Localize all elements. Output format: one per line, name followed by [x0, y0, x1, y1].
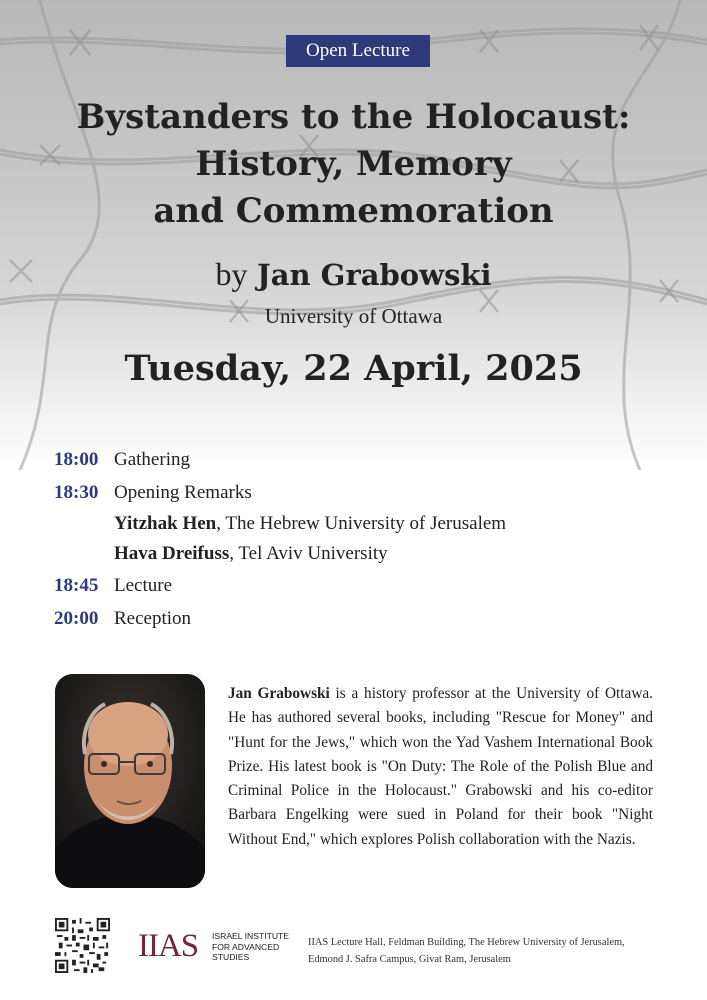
title-line-3: and Commemoration [153, 191, 554, 231]
speaker-byline [0, 254, 707, 296]
schedule-label: Gathering [114, 448, 190, 470]
institute-name [212, 931, 289, 963]
title-line-2: History, Memory [195, 144, 512, 184]
iias-logo: IIAS [138, 928, 199, 964]
remarks-speaker-name: Yitzhak Hen [114, 513, 217, 534]
institute-name-line: FOR ADVANCED [212, 941, 280, 952]
event-type-badge: Open Lecture [286, 35, 430, 67]
speaker-bio [228, 682, 653, 852]
schedule-time: 20:00 [54, 607, 99, 629]
venue-line: IIAS Lecture Hall, Feldman Building, The Hebrew University of Jerusalem, [308, 937, 625, 948]
schedule-row [54, 569, 674, 602]
institute-name-line: STUDIES [212, 952, 250, 962]
qr-code-image [55, 918, 110, 973]
title-line-1: Bystanders to the Holocaust: [76, 97, 631, 137]
remarks-speaker-name: Hava Dreifuss [114, 543, 230, 564]
schedule-time: 18:00 [54, 448, 99, 470]
barbed-wire-background [0, 0, 707, 470]
speaker-name: Jan Grabowski [256, 258, 492, 292]
bio-speaker-name: Jan Grabowski [228, 685, 330, 702]
venue-address [308, 934, 625, 968]
speaker-photo [55, 674, 205, 888]
speaker-affiliation: University of Ottawa [264, 304, 443, 328]
remarks-speaker-affiliation: , Tel Aviv University [229, 543, 388, 564]
schedule-row [54, 476, 674, 509]
qr-code[interactable] [55, 918, 110, 973]
event-date: Tuesday, 22 April, 2025 [124, 348, 583, 389]
remarks-speaker-affiliation: , The Hebrew University of Jerusalem [216, 513, 507, 534]
schedule-row [54, 443, 674, 476]
schedule-label: Opening Remarks [114, 481, 252, 503]
remarks-speaker [54, 509, 674, 539]
by-label: by [215, 256, 248, 292]
schedule-label: Lecture [114, 574, 173, 596]
speaker-portrait-image [55, 674, 205, 888]
barbed-wire-image [0, 0, 707, 470]
lecture-title [0, 94, 707, 235]
institute-name-line: ISRAEL INSTITUTE [212, 931, 290, 941]
schedule-label: Reception [114, 607, 192, 629]
bio-text: is a history professor at the University of Ottawa. He has authored several books, including "Rescue for Money" and "Hunt for the Jews," which won the Yad Vashem International Book Prize. His latest book is "On Duty: The Role of the Polish Blue and Criminal Police in the Holocaust." Grabowski and his co-editor Barbara Engelking were sued in Poland for their book "Night Without End," which explores Polish collaboration with the Nazis. [228, 685, 653, 848]
venue-line: Edmond J. Safra Campus, Givat Ram, Jerusalem [308, 954, 511, 965]
remarks-speaker [54, 539, 674, 569]
schedule-time: 18:30 [54, 481, 99, 503]
schedule-row [54, 602, 674, 635]
schedule [54, 443, 674, 635]
schedule-time: 18:45 [54, 574, 99, 596]
